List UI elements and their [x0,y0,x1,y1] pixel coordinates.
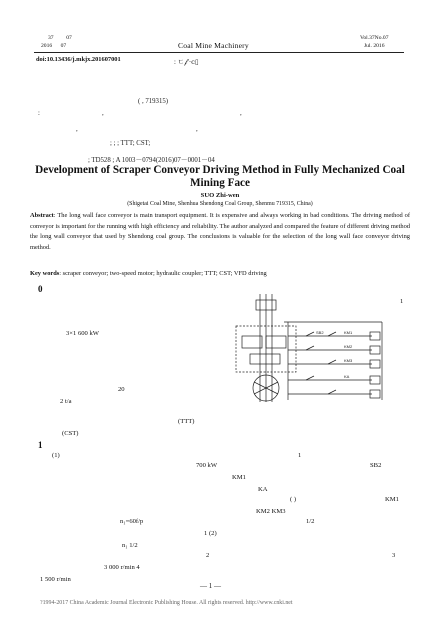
chinese-affiliation: ( , 719315) [138,98,169,105]
body-frag-7: (1) [52,452,60,459]
body-frag-13: ( ) [290,496,297,503]
body-frag-12: KA [258,486,268,493]
english-keywords [30,270,410,277]
motor-circuit-diagram [232,284,392,450]
body-frag-18: 1 (2) [204,530,217,537]
diagram-label-km2: KM2 [344,344,353,349]
body-frag-23: 1 500 r/min [40,576,71,583]
chinese-abstract-frag-3: , [240,110,242,117]
body-frag-21: 3 [392,552,396,559]
diagram-label-sb2: SB2 [316,330,324,335]
body-frag-10: SB2 [370,462,382,469]
diagram-label-km1: KM1 [344,330,353,335]
body-frag-11: KM1 [232,474,246,481]
diagram-label-ka: KA [344,374,350,379]
chinese-abstract-frag-5: , [196,126,198,133]
header-date-left: 2016 07 [41,43,67,49]
body-frag-3: 2 t/a [60,398,72,405]
body-frag-22: 3 000 r/min 4 [104,564,140,571]
chinese-classification: ; TD528 ; A 1003－0794(2016)07－0001－04 [88,157,215,164]
english-title: Development of Scraper Conveyor Driving Method in Fully Mechanized Coal Mining Face [35,164,405,189]
english-affiliation: (Shigetai Coal Mine, Shenhua Shendong Coal Group, Shenmu 719315, China) [127,201,313,207]
chinese-keywords: ; ; ; TTT; CST; [110,140,151,147]
body-frag-16: n₁=60f/p [120,518,144,525]
header-volume-left: 37 07 [48,35,72,41]
header-volume-right: Vol.37No.07 [360,35,389,41]
body-frag-2: 20 [118,386,125,393]
keywords-text: : scraper conveyor; two-speed motor; hydraulic coupler; TTT; CST; VFD driving [59,270,267,277]
journal-name: Coal Mine Machinery [178,41,249,50]
header-date-right: Jul. 2016 [364,43,385,49]
english-author: SUO Zhi-wen [200,192,240,199]
body-frag-9: 1 [298,452,302,459]
body-frag-14: KM1 [385,496,399,503]
body-frag-8: 700 kW [196,462,218,469]
body-frag-4: (TTT) [178,418,195,425]
section-number: 0 [38,284,43,294]
body-frag-6: 1 [38,440,43,450]
doi-tail: : ㄷ𝒻 ·ⅽ▯ [174,59,199,66]
chinese-abstract-frag-1: : [38,110,40,117]
header-rule [34,52,404,53]
diagram-label-km3: KM3 [344,358,353,363]
body-frag-24: 1 [400,298,404,305]
english-abstract [30,211,410,253]
abstract-text: : The long wall face conveyor is main transport equipment. It is expensive and always working in bad conditions. The driving method of conveyor is important for the running with high efficiency and reliability. The author analyzed and compared the feature of different driving method the long wall conveyor that used by Shendong coal group. The conclusions is valuable for the selection of the long wall face conveyor driving method. [30,212,410,251]
abstract-label: Abstract [30,212,54,219]
body-frag-5: (CST) [62,430,79,437]
body-frag-1: 3×1 600 kW [66,330,100,337]
copyright-line: ?1994-2017 China Academic Journal Electronic Publishing House. All rights reserved. http://www.cnki.net [40,600,293,606]
chinese-abstract-frag-2: , [102,110,104,117]
body-frag-19: n₁ 1/2 [122,542,138,549]
keywords-label: Key words [30,270,60,277]
chinese-abstract-frag-4: , [76,126,78,133]
page-number: — 1 — [200,582,221,590]
body-frag-17: 1/2 [306,518,315,525]
body-frag-20: 2 [206,552,210,559]
doi: doi:10.13436/j.mkjx.201607001 [36,56,121,63]
body-frag-15: KM2 KM3 [256,508,286,515]
